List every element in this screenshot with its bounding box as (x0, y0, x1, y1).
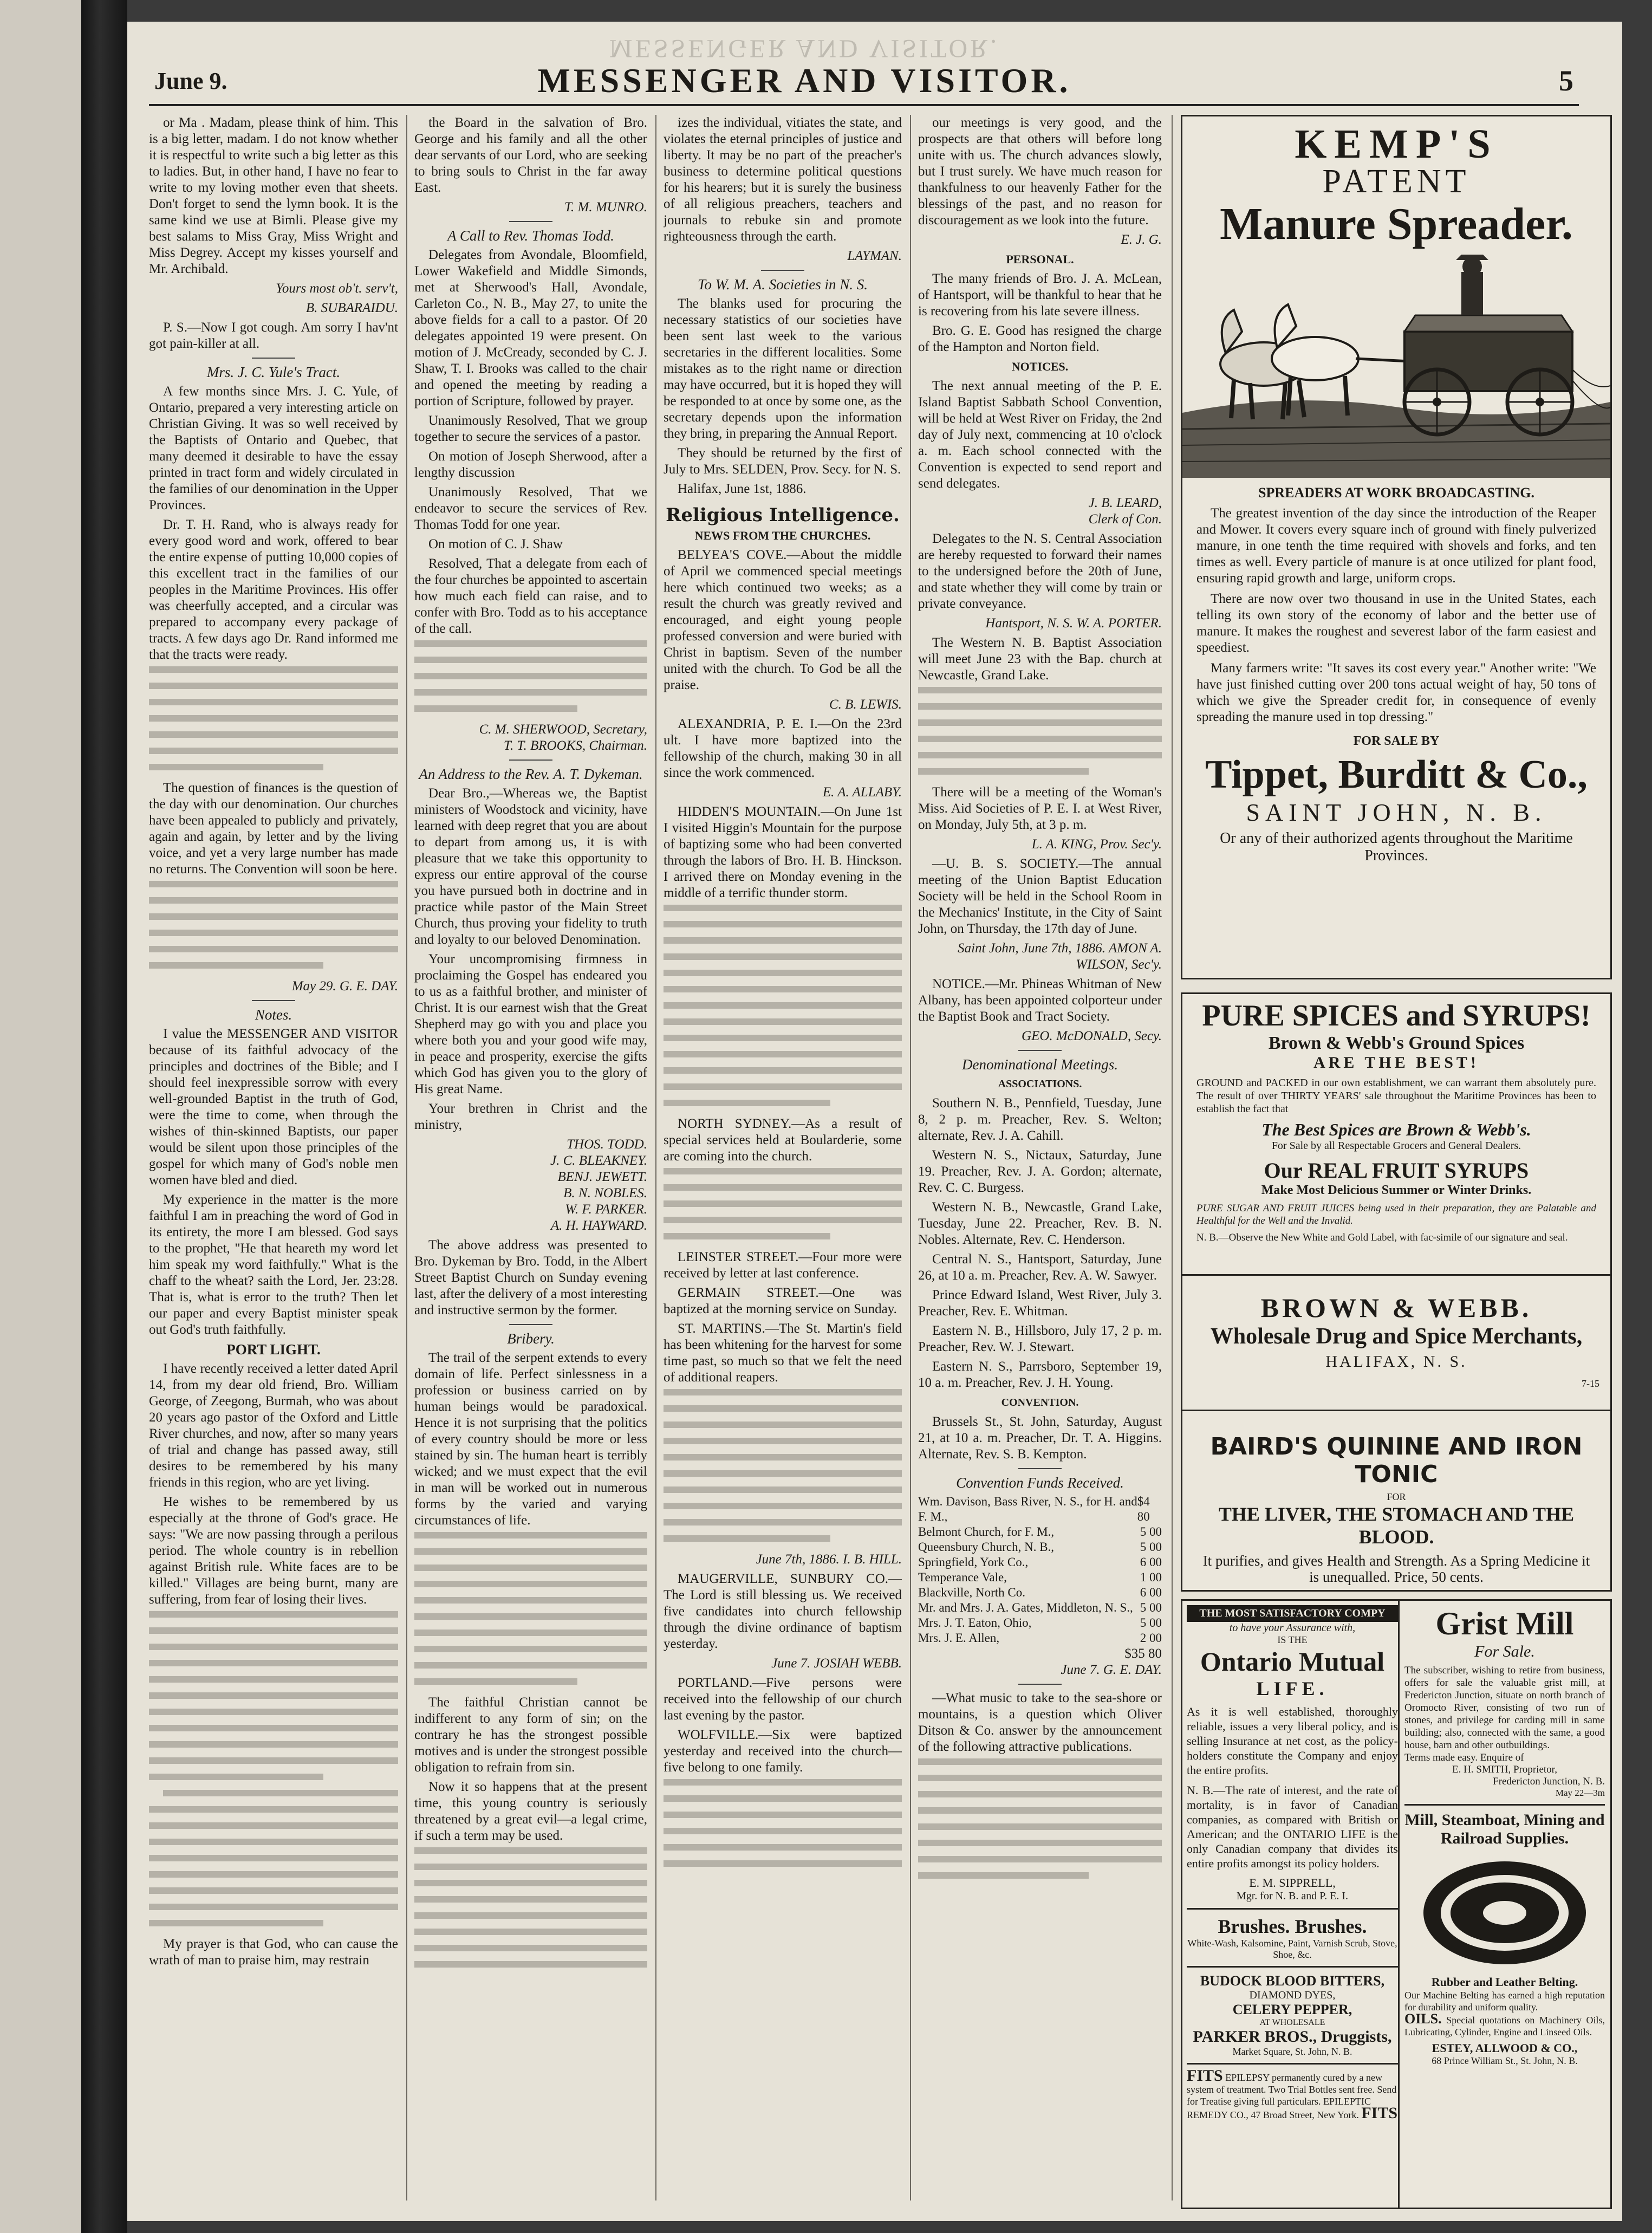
article-paragraph: Western N. B., Newcastle, Grand Lake, Tuesday, June 22. Preacher, Rev. B. N. Nobles. Alternate, Rev. C. Henderson. (918, 1200, 1162, 1247)
ad-paragraph: PURE SUGAR AND FRUIT JUICES being used in their preparation, they are Palatable and Healthful for the Well and the Invalid. (1196, 1203, 1596, 1226)
funds-amount: 5 00 (1140, 1601, 1162, 1614)
ad-paragraph: For Sale by all Respectable Grocers and General Dealers. (1271, 1140, 1521, 1152)
article-paragraph: NOTICE.—Mr. Phineas Whitman of New Albany, has been appointed colporteur under the Baptist Book and Tract Society. (918, 977, 1162, 1024)
signature: THOS. TODD. J. C. BLEAKNEY. BENJ. JEWETT. B. N. NOBLES. W. F. PARKER. A. H. HAYWARD. (550, 1137, 647, 1233)
ad-connector: FOR (1387, 1491, 1406, 1502)
ad-subheading: LIFE. (1256, 1678, 1329, 1699)
advertisements-column (1181, 115, 1614, 2206)
article-paragraph: Delegates to the N. S. Central Association are hereby requested to forward their names to the undersigned before the 20th of June, and state whether they will come by train or private conveyance. (918, 531, 1162, 611)
signature: J. B. LEARD, Clerk of Con. (1088, 496, 1162, 527)
illegible-text-block (414, 1532, 647, 1685)
signature: LAYMAN. (847, 249, 902, 263)
article-paragraph: Your brethren in Christ and the ministry, (414, 1101, 647, 1132)
dealer-city: SAINT JOHN, N. B. (1246, 799, 1547, 826)
article-paragraph: our meetings is very good, and the prospects are that others will before long unite with us. The church advances slowly, but I trust surely. We have much reason for thankfulness to our heavenly Father for the blessings of the past, and no reason for discouragement as we look into the future. (918, 115, 1162, 228)
article-heading: To W. M. A. Societies in N. S. (697, 276, 868, 293)
article-paragraph: Unanimously Resolved, That we group together to secure the services of a pastor. (414, 413, 647, 444)
article-paragraph: Dr. T. H. Rand, who is always ready for every good word and work, offered to bear the entire expense of putting 10,000 copies of this excellent tract in the families of our peoples in the Maritime Provinces. His offer was cheerfully accepted, and a circular was prepared to accompany every package of tracts. A few days ago Dr. Rand informed me that the tracts were ready. (149, 517, 398, 662)
signature: B. SUBARAIDU. (305, 301, 398, 315)
funds-row (918, 1570, 1162, 1585)
ad-headline: Manure Spreader. (1220, 199, 1573, 249)
article-paragraph: On motion of Joseph Sherwood, after a lengthy discussion (414, 449, 647, 480)
illegible-text-block (149, 881, 398, 969)
article-paragraph: P. S.—Now I got cough. Am sorry I hav'nt got pain-killer at all. (149, 320, 398, 351)
illegible-text-block (414, 1847, 647, 1968)
article-paragraph: The many friends of Bro. J. A. McLean, of Hantsport, will be thankful to hear that he is recovering from his late severe illness. (918, 271, 1162, 319)
grist-mill-ad (1404, 1605, 1605, 2067)
ad-body (1182, 501, 1610, 734)
signature: C. B. LEWIS. (829, 697, 902, 712)
illegible-text-block (664, 1779, 902, 1867)
signature: June 7. JOSIAH WEBB. (771, 1656, 902, 1671)
ad-paragraph: The greatest invention of the day since the introduction of the Reaper and Mower. It covers every square inch of ground with finely pulverized manure, in one tenth the time required with shovels and forks, and ten times as well. Every particle of manure is at once utilized for plant food, ensuring rapid growth and large, uniform crops. (1196, 506, 1596, 586)
article-heading: Convention Funds Received. (956, 1475, 1124, 1491)
product-name: BUDOCK BLOOD BITTERS, (1200, 1973, 1385, 1989)
article-paragraph: The next annual meeting of the P. E. Island Baptist Sabbath School Convention, will be held at West River on Friday, the 2nd day of July next, commencing at 10 o'clock a. m. Each school connected with the Convention is expected to send report and send delegates. (918, 379, 1162, 491)
signature: E. A. ALLABY. (822, 785, 902, 800)
article-paragraph: PORTLAND.—Five persons were received into the fellowship of our church last evening by the pastor. (664, 1676, 902, 1723)
illegible-text-block (664, 1168, 902, 1239)
brushes-headline: Brushes. Brushes. (1218, 1916, 1367, 1937)
fits-tail: FITS (1361, 2104, 1398, 2122)
column-rule (910, 115, 911, 2200)
article-heading: Denominational Meetings. (962, 1056, 1118, 1073)
brushes-subheading: White-Wash, Kalsomine, Paint, Varnish Scrub, Stove, Shoe, &c. (1187, 1938, 1397, 1960)
funds-row (918, 1585, 1162, 1600)
article-paragraph: Halifax, June 1st, 1886. (678, 482, 807, 496)
funds-amount: 6 00 (1140, 1555, 1162, 1569)
ad-date: May 22—3m (1555, 1788, 1605, 1798)
illegible-text-block (414, 640, 647, 712)
ad-paragraph: There are now over two thousand in use in the United States, each telling its own story of the economy of labor and the better use of manure. It makes the roughest and severest labor of the farm easiest and speediest. (1196, 592, 1596, 655)
article-paragraph: Prince Edward Island, West River, July 3. Preacher, Rev. E. Whitman. (918, 1288, 1162, 1319)
funds-received-list (918, 1494, 1162, 1646)
funds-amount: 5 00 (1140, 1616, 1162, 1630)
ad-subheading: to have your Assurance with, (1229, 1622, 1356, 1634)
article-paragraph: the Board in the salvation of Bro. George and his family and all the other dear servants of our Lord, who are seeking to bring souls to Christ in the far away East. (414, 115, 647, 195)
article-paragraph: BELYEA'S COVE.—About the middle of April we commenced special meetings here which continued two weeks; as a result the church was greatly revived and encouraged, and eight young people professed conversion and were buried with Christ in baptism. Seven of the number united with the church. To God be all the praise. (664, 548, 902, 692)
article-paragraph: MAUGERVILLE, SUNBURY CO.—The Lord is still blessing us. We received five candidates into church fellowship through the divine ordinance of baptism yesterday. (664, 1572, 902, 1651)
signature: GEO. McDONALD, Secy. (1022, 1029, 1162, 1043)
article-paragraph: They should be returned by the first of July to Mrs. SELDEN, Prov. Secy. for N. S. (664, 446, 902, 477)
divider (509, 221, 552, 222)
ad-divider (1187, 1908, 1398, 1910)
firm-address: Market Square, St. John, N. B. (1232, 2046, 1352, 2057)
ad-paragraph: N. B.—Observe the New White and Gold Label, with fac-simile of our signature and seal. (1196, 1232, 1568, 1243)
ad-paragraph: Make Most Delicious Summer or Winter Drinks. (1261, 1183, 1532, 1197)
article-heading: NEWS FROM THE CHURCHES. (694, 529, 871, 542)
article-paragraph: Resolved, That a delegate from each of the four churches be appointed to ascertain how much each field can raise, and to confer with Bro. Todd as to his acceptance of the call. (414, 556, 647, 636)
column-rule (655, 115, 656, 2200)
illegible-text-block (149, 1611, 398, 1926)
article-paragraph: —U. B. S. SOCIETY.—The annual meeting of the Union Baptist Education Society will be held in the School Room in the Mechanics' Institute, in the City of Saint John, on Thursday, the 17th day of June. (918, 856, 1162, 936)
firm-city: HALIFAX, N. S. (1325, 1353, 1467, 1371)
funds-row (918, 1555, 1162, 1570)
article-paragraph: The above address was presented to Bro. Dykeman by Bro. Todd, in the Albert Street Baptist Church on Sunday evening last, after the delivery of a most interesting and instructive sermon by the former. (414, 1238, 647, 1317)
ad-divider (1398, 1601, 1400, 2208)
divider (509, 760, 552, 761)
article-heading: Bribery. (507, 1330, 555, 1347)
ontario-mutual-ad (1187, 1605, 1398, 2121)
steamboat-headline: Mill, Steamboat, Mining and Railroad Supplies. (1404, 1811, 1605, 1847)
firm-address: 68 Prince William St., St. John, N. B. (1432, 2055, 1578, 2066)
article-paragraph: There will be a meeting of the Woman's Miss. Aid Societies of P. E. I. at West River, on Monday, July 5th, at 3 p. m. (918, 785, 1162, 832)
funds-donor: Queensbury Church, N. B., (918, 1540, 1055, 1554)
funds-total: $35 80 (1124, 1646, 1162, 1661)
funds-amount: 6 00 (1140, 1586, 1162, 1599)
divider (252, 358, 295, 359)
funds-donor: Temperance Vale, (918, 1570, 1007, 1584)
funds-amount: $4 80 (1137, 1495, 1150, 1523)
funds-row (918, 1494, 1162, 1524)
bleed-through-title: MESSENGER AND VISITOR. (609, 34, 1000, 63)
article-heading: CONVENTION. (1001, 1397, 1079, 1408)
ad-subheading: ARE THE BEST! (1313, 1054, 1479, 1072)
newspaper-page (127, 22, 1622, 2221)
dealer-name: Tippet, Burditt & Co., (1205, 752, 1588, 797)
ad-subheading: PATENT (1322, 163, 1471, 200)
illegible-text-block (918, 1758, 1162, 1879)
funds-donor: Springfield, York Co., (918, 1555, 1029, 1569)
ad-subheading: For Sale. (1474, 1643, 1535, 1660)
article-paragraph: HIDDEN'S MOUNTAIN.—On June 1st I visited Higgin's Mountain for the purpose of baptizing some who had been converted through the labors of Bro. H. B. Hinckson. I arrived there on Monday evening in the middle of a terrific thunder storm. (664, 804, 902, 900)
ad-paragraph: GROUND and PACKED in our own establishment, we can warrant them absolutely pure. The result of over THIRTY YEARS' sale throughout the Maritime Provinces has been to establish the fact that (1196, 1077, 1596, 1115)
ad-connector: IS THE (1277, 1634, 1308, 1645)
signature: Yours most ob't. serv't, (276, 281, 398, 296)
article-paragraph: ALEXANDRIA, P. E. I.—On the 23rd ult. I have more baptized into the fellowship of the church, making 30 in all since the work commenced. (664, 717, 902, 780)
divider (1018, 1684, 1062, 1685)
oils-heading: OILS. (1404, 2011, 1442, 2027)
funds-amount: 1 00 (1140, 1570, 1162, 1584)
article-paragraph: Delegates from Avondale, Bloomfield, Lower Wakefield and Middle Simonds, met at Sherwood's Hall, Avondale, Carleton Co., N. B., May 27, to unite the above fields for a call to a pastor. Of 20 delegates appointed 19 were present. On motion of J. McCready, seconded by C. J. Shaw, T. I. Brooks was called to the chair and opened the meeting by reading a portion of Scripture, followed by prayer. (414, 248, 647, 408)
ad-code: 7-15 (1582, 1378, 1599, 1389)
column-2 (414, 115, 647, 2200)
signature: E. J. G. (1121, 232, 1162, 247)
ad-paragraph: It purifies, and gives Health and Strength. As a Spring Medicine it is unequalled. Price, 50 cents. (1202, 1553, 1590, 1585)
newspaper-title: MESSENGER AND VISITOR. (537, 61, 1071, 100)
ad-paragraph: As it is well established, thoroughly reliable, issues a very liberal policy, and is selling Insurance at net cost, as the policy-holders constitute the Company and enjoy the entire profits. (1187, 1705, 1398, 1777)
divider (761, 270, 804, 271)
article-paragraph: I have recently received a letter dated April 14, from my dear old friend, Bro. William George, of Zeegong, Burmah, who was about 20 years ago pastor of the Oxford and Little River churches, and now, after so many years of trial and change has passed away, still desires to be remembered by his many friends in this region, who are yet living. (149, 1361, 398, 1490)
illegible-text-block (149, 666, 398, 770)
article-heading: PERSONAL. (1006, 252, 1074, 266)
signature: May 29. G. E. DAY. (291, 979, 398, 994)
firm-description: Wholesale Drug and Spice Merchants, (1210, 1324, 1583, 1349)
ad-subheading: Brown & Webb's Ground Spices (1268, 1033, 1525, 1053)
ad-subheading: THE LIVER, THE STOMACH AND THE BLOOD. (1218, 1503, 1575, 1548)
dealer-agents: Or any of their authorized agents throughout the Maritime Provinces. (1220, 830, 1573, 864)
article-heading: Mrs. J. C. Yule's Tract. (206, 364, 341, 380)
issue-date: June 9. (154, 68, 227, 94)
illustration-caption: SPREADERS AT WORK BROADCASTING. (1258, 485, 1534, 501)
signature: Saint John, June 7th, 1886. AMON A. WILSON, Sec'y. (958, 941, 1162, 972)
ad-headline: PURE SPICES and SYRUPS! (1202, 999, 1591, 1033)
agent-name: E. M. SIPPRELL, (1249, 1876, 1336, 1890)
column-4 (918, 115, 1162, 2200)
brown-webb-firm-ad (1181, 1274, 1612, 1413)
agent-title: Mgr. for N. B. and P. E. I. (1236, 1890, 1349, 1902)
for-sale-label: FOR SALE BY (1353, 734, 1440, 748)
bairds-tonic-ad (1181, 1410, 1612, 1592)
article-paragraph: Western N. S., Nictaux, Saturday, June 19. Preacher, Rev. J. A. Gordon; alternate, Rev. C. C. Burgess. (918, 1148, 1162, 1195)
previous-page-edge (0, 0, 81, 2233)
article-paragraph: My experience in the matter is the more faithful I am in preaching the word of God in its entirety, the more I am blessed. God says to the prophet, "He that heareth my word let him speak my word faithfully." What is the chaff to the wheat? saith the Lord, Jer. 23:28. That is, what is error to the truth? Then let our paper and every Baptist minister speak out God's truth faithfully. (149, 1192, 398, 1337)
article-paragraph: My prayer is that God, who can cause the wrath of man to praise him, may restrain (149, 1937, 398, 1968)
lower-ads-block (1181, 1599, 1612, 2209)
page-number: 5 (1559, 64, 1573, 97)
ad-paragraph: Our Machine Belting has earned a high reputation for durability and uniform quality. (1404, 1990, 1605, 2013)
article-paragraph: LEINSTER STREET.—Four more were received by letter at last conference. (664, 1250, 902, 1281)
article-heading: Notes. (255, 1007, 292, 1023)
illegible-text-block (664, 1389, 902, 1542)
article-paragraph: NORTH SYDNEY.—As a result of special services held at Boularderie, some are coming into the church. (664, 1116, 902, 1164)
article-paragraph: Southern N. B., Pennfield, Tuesday, June 8, 2 p. m. Preacher, Rev. S. Welton; alternate, Rev. J. A. Cahill. (918, 1096, 1162, 1143)
ad-paragraph (1404, 2013, 1605, 2038)
ad-headline: Ontario Mutual (1200, 1646, 1385, 1677)
ad-paragraph: N. B.—The rate of interest, and the rate of mortality, is in favor of Canadian companies, as compared with British or American; and the ONTARIO LIFE is the only Canadian company that divides its entire profits amongst its policy holders. (1187, 1783, 1398, 1870)
ad-slogan: The Best Spices are Brown & Webb's. (1261, 1120, 1531, 1139)
divider (1018, 1468, 1062, 1469)
ad-headline: BAIRD'S QUININE AND IRON TONIC (1210, 1433, 1583, 1488)
fits-body: EPILEPSY permanently cured by a new system of treatment. Two Trial Bottles sent free. Send for Treatise giving full particulars. EPILEPTIC REMEDY CO., 47 Broad Street, New York. (1187, 2072, 1397, 2120)
masthead (127, 29, 1622, 111)
ad-paragraph: Many farmers write: "It saves its cost every year." Another write: "We have just finished cutting over 200 tons actual weight of hay, 50 tons of which we give the Spreader credit for, in consequence of evenly spreading the manure used in top dressing." (1196, 661, 1596, 724)
ad-headline: Grist Mill (1435, 1606, 1574, 1641)
article-paragraph: GERMAIN STREET.—One was baptized at the morning service on Sunday. (664, 1286, 902, 1316)
illegible-text-block (664, 905, 902, 1106)
article-heading: NOTICES. (1011, 360, 1069, 373)
funds-amount: 5 00 (1140, 1525, 1162, 1539)
funds-row (918, 1631, 1162, 1646)
fits-ad (1187, 2067, 1398, 2122)
article-paragraph: or Ma . Madam, please think of him. This is a big letter, madam. I do not know whether it is respectful to write such a big letter as this to ladies. But, in other hand, I have no fear to write to my loving mother even that sheets. Don't forget to send the lymn book. It is the same kind we use at Bimli. Please give my best salams to Miss Gray, Miss Wright and Miss Degrey. Accept my kisses yourself and Mr. Archibald. (149, 115, 398, 276)
article-paragraph: izes the individual, vitiates the state, and violates the eternal principles of justice and liberty. It may be no part of the preacher's business to determine political questions for his hearers; but it is surely the business of all religious preachers, teachers and journals to rebuke sin and promote righteousness through the earth. (664, 115, 902, 244)
rubber-belt-roll-illustration (1404, 1848, 1605, 1972)
article-paragraph: The faithful Christian cannot be indifferent to any form of sin; on the contrary he has the strongest possible motives and is under the strongest possible obligation to refrain from sin. (414, 1695, 647, 1775)
funds-donor: Blackville, North Co. (918, 1586, 1026, 1599)
article-paragraph: Now it so happens that at the present time, this young country is seriously threatened by a great evil—a legal crime, if such a term may be used. (414, 1780, 647, 1843)
column-3 (664, 115, 902, 2200)
article-paragraph: On motion of C. J. Shaw (428, 537, 563, 551)
article-paragraph: Eastern N. B., Hillsboro, July 17, 2 p. m. Preacher, Rev. W. J. Stewart. (918, 1323, 1162, 1354)
ad-paragraph: Terms made easy. Enquire of (1404, 1752, 1524, 1763)
ad-banner: THE MOST SATISFACTORY COMPY (1187, 1605, 1398, 1622)
funds-amount: 5 00 (1140, 1540, 1162, 1554)
funds-amount: 2 00 (1140, 1631, 1162, 1645)
signature: L. A. KING, Prov. Sec'y. (1031, 837, 1162, 852)
belt-label: RUBBER BELTING (1466, 1854, 1544, 1863)
article-paragraph: The blanks used for procuring the necessary statistics of our societies have been sent last week to the various secretaries in the different localities. Some mistakes as to the right name or direction may have occurred, but it is hoped they will be responded to at once by some one, as the secretary depends upon the information they bring, in preparing the Annual Report. (664, 296, 902, 441)
product-name: CELERY PEPPER, (1232, 2002, 1352, 2017)
fits-heading: FITS (1187, 2067, 1223, 2085)
article-paragraph: WOLFVILLE.—Six were baptized yesterday and received into the church—five belong to one family. (664, 1728, 902, 1775)
wholesale-label: AT WHOLESALE (1259, 2018, 1325, 2027)
ad-divider (1187, 1966, 1398, 1968)
article-heading: PORT LIGHT. (226, 1341, 321, 1358)
horse-drawn-spreader-illustration (1182, 250, 1610, 478)
signature: June 7th, 1886. I. B. HILL. (756, 1552, 902, 1567)
signature: June 7. G. E. DAY. (1061, 1663, 1162, 1677)
binding-gutter (81, 0, 127, 2233)
divider (252, 1000, 295, 1001)
divider (509, 1324, 552, 1325)
article-paragraph: Bro. G. E. Good has resigned the charge of the Hampton and Norton field. (918, 323, 1162, 354)
signature: C. M. SHERWOOD, Secretary, T. T. BROOKS, Chairman. (479, 722, 647, 753)
article-paragraph: Brussels St., St. John, Saturday, August 21, at 10 a. m. Preacher, Dr. T. A. Higgins. Alternate, Rev. S. B. Kempton. (918, 1414, 1162, 1462)
ad-brand: KEMP'S (1295, 121, 1498, 167)
article-paragraph: Eastern N. S., Parrsboro, September 19, 10 a. m. Preacher, Rev. J. H. Young. (918, 1359, 1162, 1390)
funds-row (918, 1540, 1162, 1555)
article-paragraph: A few months since Mrs. J. C. Yule, of Ontario, prepared a very interesting article on Christian Giving. It was so well received by the Baptists of Ontario and Quebec, that many deemed it desirable to have the essay printed in tract form and widely circulated in the families of our denomination in the Upper Provinces. (149, 384, 398, 512)
article-paragraph: Dear Bro.,—Whereas we, the Baptist ministers of Woodstock and vicinity, have learned with deep regret that you are about to depart from among us, it is with pleasure that we take this opportunity to express our entire approval of the course you have pursued both in doctrine and in practice while pastor of the Main Street Church, thus proving your fidelity to truth and loyalty to our beloved Denomination. (414, 786, 647, 947)
oils-body: Special quotations on Machinery Oils, Lubricating, Cylinder, Engine and Linseed Oils. (1404, 2015, 1605, 2037)
article-paragraph: Unanimously Resolved, That we endeavor to secure the services of Rev. Thomas Todd for one year. (414, 485, 647, 532)
article-paragraph: He wishes to be remembered by us especially at the throne of God's grace. He says: "We are now passing through a perilous period. The whole country is in rebellion against British rule. White faces are to be killed." Villages are being burnt, many are suffering, from fear of losing their lives. (149, 1495, 398, 1607)
funds-row (918, 1600, 1162, 1615)
funds-row (918, 1524, 1162, 1540)
section-heading: Religious Intelligence. (666, 504, 900, 526)
proprietor-place: Fredericton Junction, N. B. (1493, 1776, 1605, 1787)
ad-divider (1404, 1804, 1605, 1806)
product-name: DIAMOND DYES, (1249, 1989, 1336, 2001)
ad-paragraph: The subscriber, wishing to retire from business, offers for sale the valuable grist mill, at Fredericton Junction, situate on north branch of Oromocto River, consisting of two run of stones, and privilege for carding mill in same building; also, connected with the same, a good house, barn and other outbuildings. (1404, 1665, 1605, 1751)
column-rule (406, 115, 407, 2200)
funds-donor: Mrs. J. E. Allen, (918, 1631, 1000, 1645)
firm-name: PARKER BROS., Druggists, (1193, 2028, 1392, 2046)
article-heading: A Call to Rev. Thomas Todd. (447, 228, 614, 244)
article-heading: ASSOCIATIONS. (998, 1078, 1082, 1090)
ad-divider (1187, 2063, 1398, 2065)
article-paragraph: The trail of the serpent extends to every domain of life. Perfect sinlessness in a profession or business carried on by human beings would be paradoxical. Hence it is not surprising that the politics of every country should be more or less stained by sin. The human heart is terribly wicked; and we must expect that the evil in man will be worked out in numerous forms by the varied and varying circumstances of life. (414, 1351, 647, 1528)
funds-donor: Mrs. J. T. Eaton, Ohio, (918, 1616, 1032, 1630)
column-1 (149, 115, 398, 2200)
article-paragraph: ST. MARTINS.—The St. Martin's field has been whitening for the harvest for some time past, so much so that we felt the need of additional reapers. (664, 1321, 902, 1385)
column-rule (1172, 115, 1173, 2200)
ad-subheading: Rubber and Leather Belting. (1431, 1975, 1578, 1989)
article-paragraph: The question of finances is the question of the day with our denomination. Our churches have been appealed to publicly and privately, again and again, by letter and by the living voice, and yet a very large number has made no returns. The Convention will soon be here. (149, 781, 398, 877)
funds-row (918, 1615, 1162, 1631)
article-paragraph: —What music to take to the sea-shore or mountains, is a question which Oliver Ditson & Co. answer by the announcement of the following attractive publications. (918, 1691, 1162, 1754)
proprietor-name: E. H. SMITH, Proprietor, (1452, 1764, 1557, 1775)
article-paragraph: Your uncompromising firmness in proclaiming the Gospel has endeared you to us as a faithful brother, and minister of Christ. It is our earnest wish that the Great Shepherd may go with you and place you where both you and your good wife may, in peace and prosperity, exercise the gifts which God has given you to the glory of His great Name. (414, 952, 647, 1096)
illegible-text-block (918, 687, 1162, 775)
kemp-manure-spreader-ad (1181, 115, 1612, 979)
funds-donor: Mr. and Mrs. J. A. Gates, Middleton, N. S., (918, 1601, 1133, 1614)
divider (1018, 1050, 1062, 1051)
signature: Hantsport, N. S. W. A. PORTER. (985, 616, 1162, 631)
signature: T. M. MUNRO. (564, 200, 647, 215)
article-paragraph: I value the MESSENGER AND VISITOR because of its faithful advocacy of the principles and doctrines of the Bible; and I should feel inexpressible sorrow with every well-grounded Baptist in the truth of God, were the time to come, when through the wishes of thin-skinned Baptists, our paper would be silent upon those principles of the gospel for which many of God's noble men women have bled and died. (149, 1027, 398, 1187)
masthead-rule (149, 104, 1579, 106)
brown-webb-spices-ad (1181, 992, 1612, 1277)
article-paragraph: Central N. S., Hantsport, Saturday, June 26, at 10 a. m. Preacher, Rev. A. W. Sawyer. (918, 1252, 1162, 1283)
firm-name: ESTEY, ALLWOOD & CO., (1432, 2041, 1578, 2055)
firm-name: BROWN & WEBB. (1260, 1293, 1532, 1323)
article-paragraph: The Western N. B. Baptist Association will meet June 23 with the Bap. church at Newcastle, Grand Lake. (918, 635, 1162, 683)
funds-donor: Belmont Church, for F. M., (918, 1525, 1055, 1539)
funds-donor: Wm. Davison, Bass River, N. S., for H. and F. M., (918, 1495, 1137, 1523)
ad-subheading: Our REAL FRUIT SYRUPS (1264, 1158, 1529, 1183)
article-heading: An Address to the Rev. A. T. Dykeman. (419, 766, 643, 782)
